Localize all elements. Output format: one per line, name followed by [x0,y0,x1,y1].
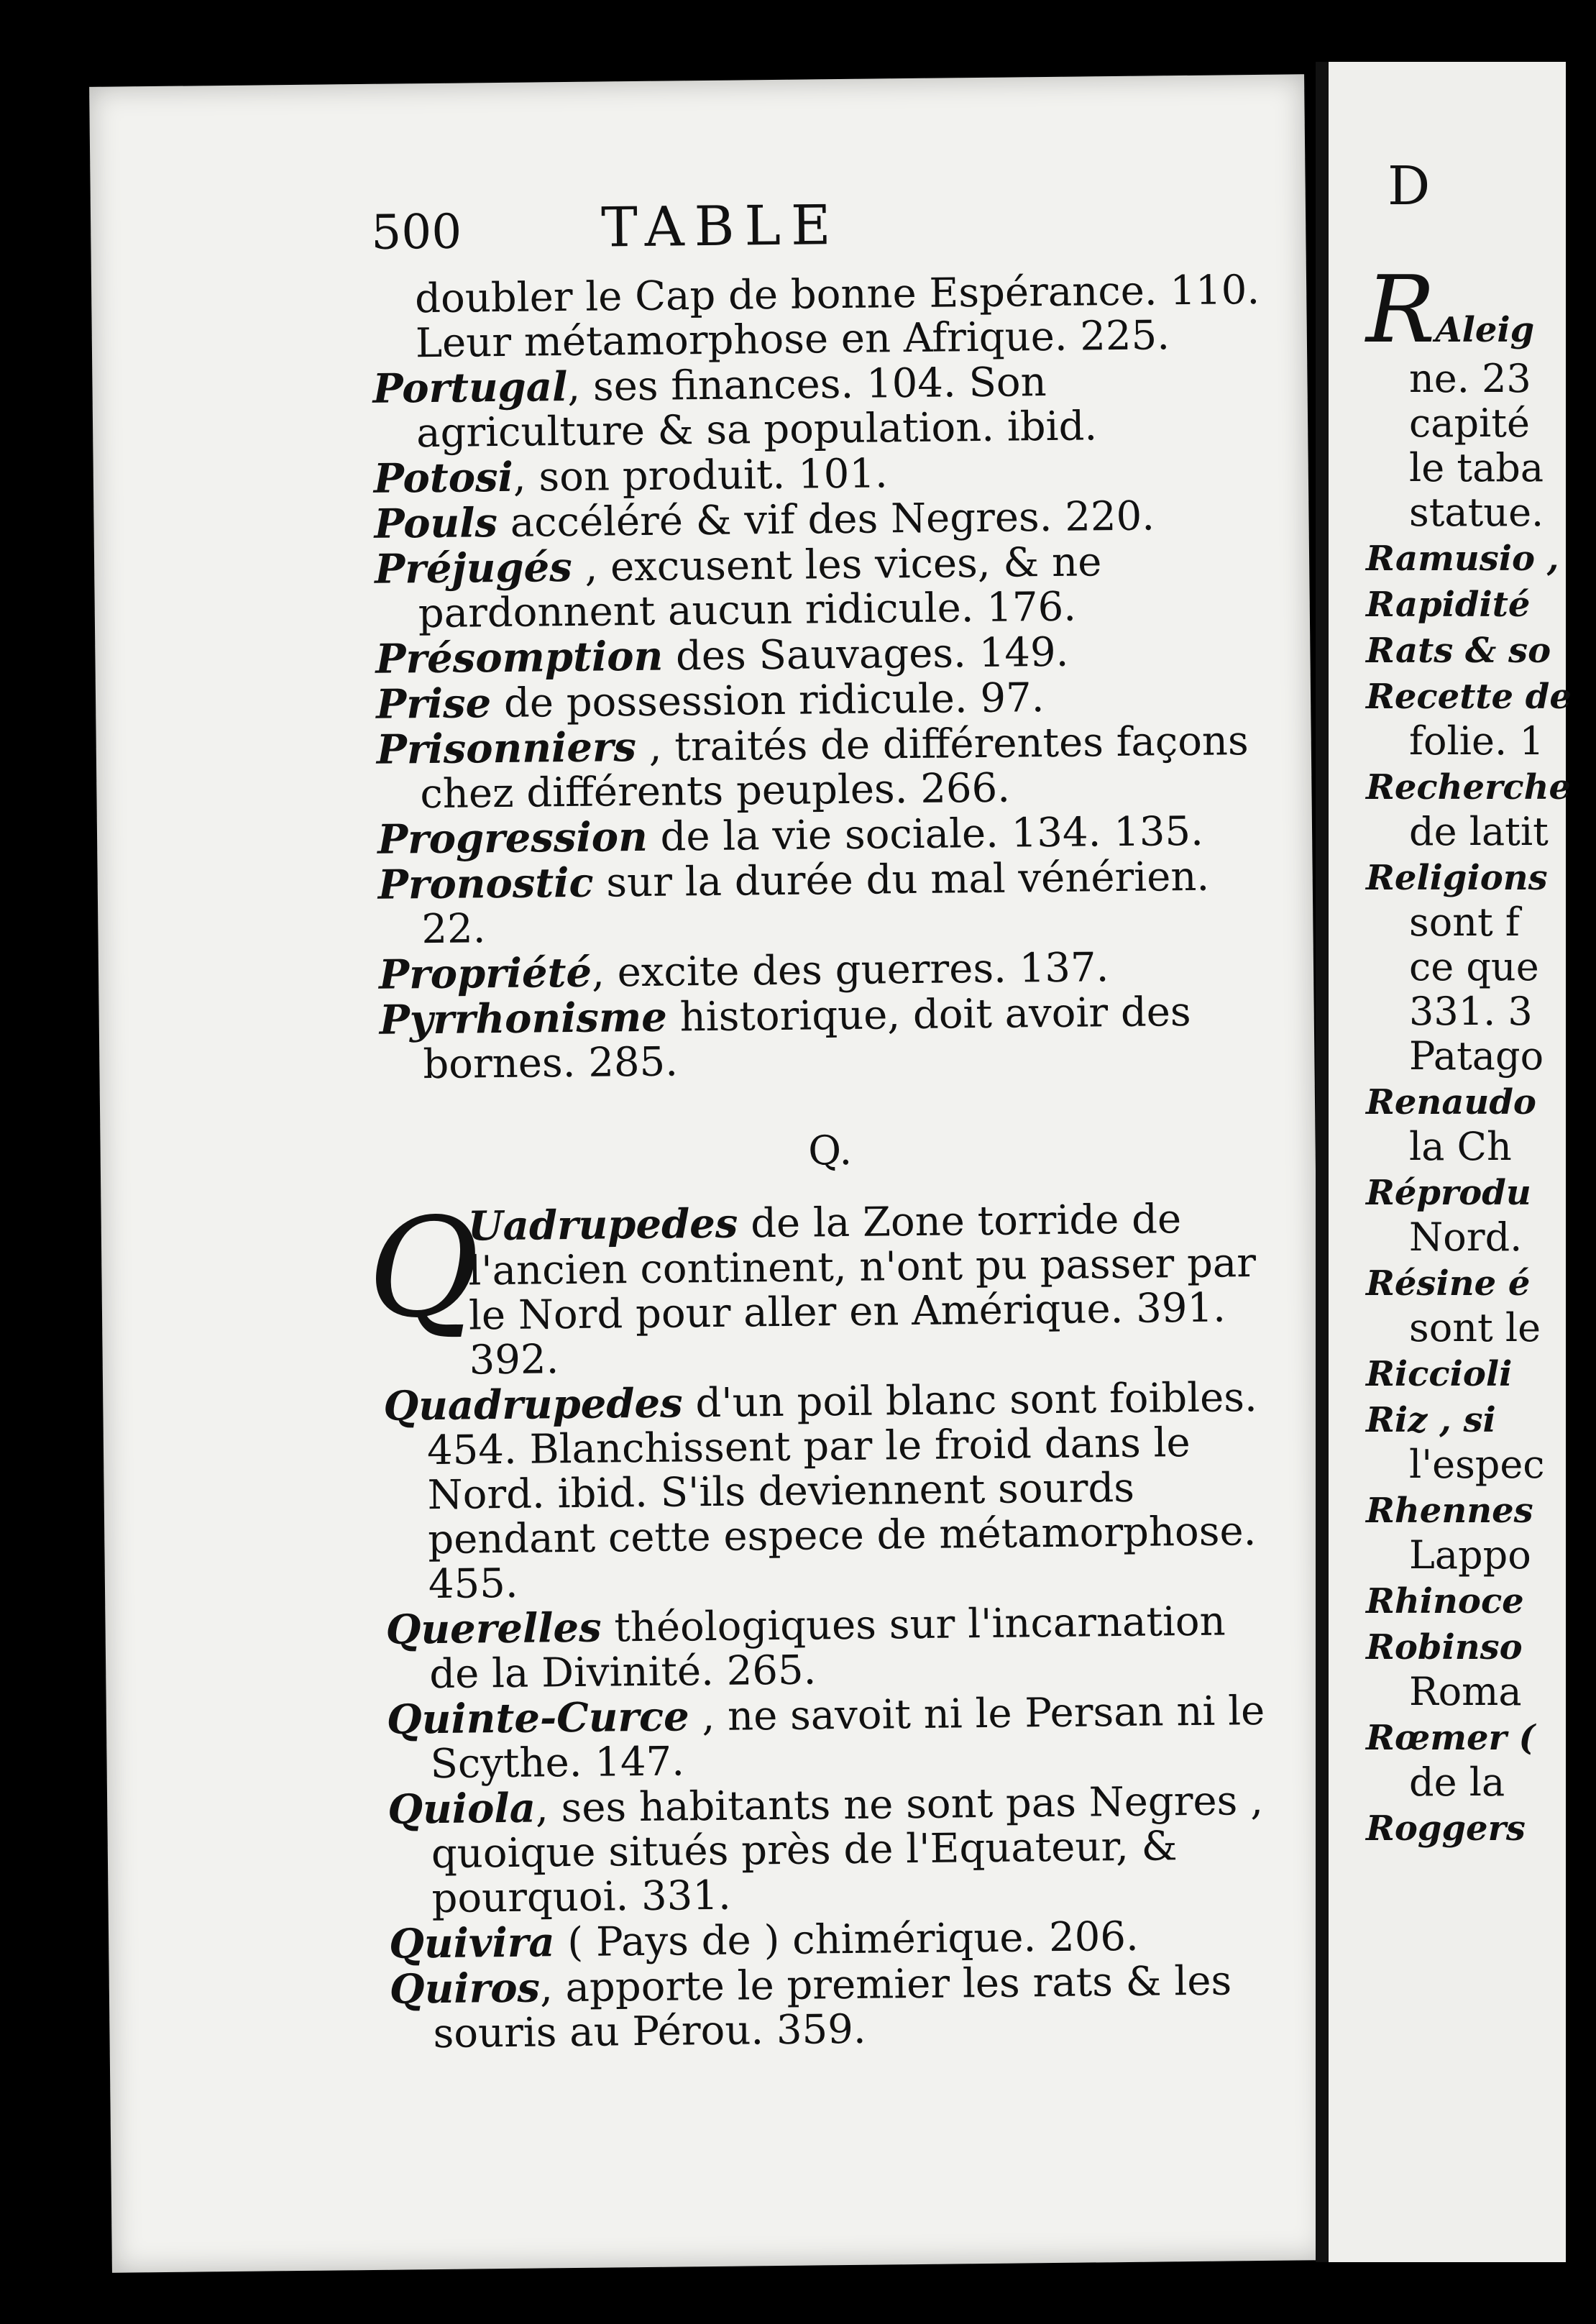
right-entry-text: Lappo [1409,1532,1531,1578]
right-line [1366,719,1596,764]
entry-head: Préjugés [374,543,573,593]
right-entry-head: Roggers [1366,1808,1526,1849]
right-entry-text: la Ch [1409,1124,1512,1169]
entry-head: Pronostic [377,859,594,909]
index-entry [377,854,1277,953]
right-entry-text: le taba [1409,445,1544,490]
right-first-entry [1366,257,1596,364]
entry-text: de la vie sociale. 134. 135. [647,808,1204,861]
dropcap-entry-text [424,1196,1282,1383]
entry-text: , apporte le premier les rats & les souris au Pérou. 359. [433,1957,1232,2058]
entry-head: Potosi [373,453,514,503]
entry-text: théologiques sur l'incarnation de la Divinité. 265. [428,1598,1226,1698]
right-entry-head: Renaudo [1366,1082,1536,1122]
right-entry-head: Rats & so [1366,631,1551,671]
right-line [1366,1533,1596,1578]
running-head: TABLE [600,192,841,260]
right-entry-head: Recherche [1366,767,1572,808]
right-line [1366,1169,1596,1215]
right-entry-text: 331. 3 [1409,989,1533,1034]
right-line [1366,673,1596,719]
entry-head: Quinte-Curce [386,1693,690,1744]
right-lines-list [1366,357,1596,1851]
right-page [1316,62,1572,2262]
index-entry [375,538,1274,637]
index-entry [385,1598,1285,1698]
index-entry [383,1375,1284,1608]
right-entry-text: folie. 1 [1409,718,1544,764]
right-entry-head: Religions [1366,858,1548,898]
entry-text: , excusent les vices, & ne pardonnent aucun ridicule. 176. [418,539,1102,638]
right-line [1366,1034,1596,1079]
right-line [1366,854,1596,900]
entry-head: Querelles [385,1604,602,1654]
right-entry-text: ce que [1409,944,1539,989]
right-line [1366,490,1596,535]
right-entry-text: de la [1409,1760,1505,1805]
right-entry-text: statue. [1409,490,1544,535]
right-line [1366,1079,1596,1125]
entry-text: accéléré & vif des Negres. 220. [497,493,1155,547]
entry-head: Prise [375,680,492,728]
right-entry-head: Robinso [1366,1627,1523,1667]
entry-text: , son produit. 101. [513,450,889,501]
entry-head: Prisonniers [376,723,637,774]
entries-q-list [383,1375,1289,2057]
index-entry [387,1778,1288,1922]
entry-head: Uadrupedes [467,1199,738,1250]
right-line [1366,1396,1596,1442]
index-entry [390,1958,1289,2057]
right-line [1366,401,1596,446]
right-line [1366,810,1596,854]
right-entry-head: Ramusio , [1366,539,1559,579]
entry-head: Quiros [389,1964,541,2013]
continuation-line: doubler le Cap de bonne Espérance. 110. [414,266,1260,323]
right-line [1366,945,1596,989]
right-line [1366,1260,1596,1306]
entry-text: , ses finances. 104. Son agriculture & sa population. ibid. [416,359,1098,457]
entry-head: Progression [377,813,648,864]
index-entry [387,1688,1286,1788]
right-line [1366,581,1596,627]
dropcap-letter: Q [367,1188,481,1348]
entry-head: Propriété [378,948,592,999]
entry-text: sur la durée du mal vénérien. 22. [421,853,1210,953]
right-entry-text: de latit [1409,809,1549,854]
right-line [1366,1760,1596,1805]
right-entry-text: l'espec [1409,1442,1545,1487]
index-entry [379,989,1278,1088]
right-entry-head: Recette de [1366,677,1572,717]
right-line [1366,1578,1596,1624]
continuation-line: Leur métamorphose en Afrique. 225. [415,312,1170,367]
right-page-title: D [1388,155,1431,217]
right-line [1366,446,1596,490]
right-entry-head: Rhennes [1366,1491,1533,1531]
right-line [1366,1306,1596,1350]
right-first-head: Aleig [1435,310,1535,350]
entry-head: Quiola [387,1784,536,1834]
right-line [1366,1624,1596,1670]
entry-head: Pyrrhonisme [379,993,668,1044]
entry-text: d'un poil blanc sont foibles. 454. Blanchissent par le froid dans le Nord. ibid. S'ils deviennent sourds pendant cette espece de métamorphose. 455. [426,1374,1258,1609]
dropcap-entry [367,1188,1282,1384]
index-entry [374,493,1273,547]
entry-text: de la Zone torride de l'ancien continent, n'ont pu passer par le Nord pour aller en Amérique. 391. 392. [468,1196,1257,1384]
right-line [1366,989,1596,1034]
right-line [1366,1670,1596,1714]
entry-head: Portugal [372,362,568,413]
right-line [1366,1805,1596,1851]
right-entry-head: Riccioli [1366,1354,1513,1394]
entry-text: , ses habitants ne sont pas Negres , quoique situés près de l'Equateur, & pourquoi. 331. [431,1777,1264,1923]
entry-text: historique, doit avoir des bornes. 285. [423,988,1191,1089]
right-entry-text: sont le [1409,1305,1541,1350]
right-entry-text: Nord. [1409,1214,1523,1260]
right-line [1366,1215,1596,1260]
left-page-content [367,192,1289,2058]
entry-head: Présomption [375,632,664,683]
right-entry-text: Patago [1409,1033,1544,1079]
entry-head: Pouls [374,499,498,548]
right-line [1366,627,1596,673]
right-entry-text: Roma [1409,1669,1522,1714]
right-line [1366,1487,1596,1533]
page-header [371,193,1270,278]
right-entry-head: Réprodu [1366,1173,1531,1213]
section-letter: Q. [807,1127,853,1175]
entry-text: , traités de différentes façons chez différents peuples. 266. [420,718,1249,818]
right-line [1366,1350,1596,1396]
right-line [1366,900,1596,945]
right-entry-text: ne. 23 [1409,356,1531,401]
entries-p-list [372,357,1278,1088]
right-entry-text: sont f [1409,900,1520,945]
entry-text: , ne savoit ni le Persan ni le Scythe. 147. [430,1687,1265,1788]
entry-text: ( Pays de ) chimérique. 206. [554,1913,1139,1967]
right-entry-head: Résine é [1366,1263,1531,1304]
right-line [1366,535,1596,581]
right-entry-head: Rœmer ( [1366,1718,1536,1758]
right-line [1366,1714,1596,1760]
right-page-content [1366,155,1596,1851]
right-entry-head: Riz , si [1366,1400,1496,1440]
entry-text: , excite des guerres. 137. [591,944,1109,997]
page-number: 500 [370,203,462,260]
index-entry [376,718,1275,818]
right-entry-text: capité [1409,401,1530,446]
right-line [1366,1442,1596,1487]
right-entry-head: Rapidité [1366,585,1531,625]
entry-head: Quadrupedes [383,1379,683,1430]
right-line [1366,1125,1596,1169]
entry-text: des Sauvages. 149. [662,628,1069,680]
entry-head: Quivira [388,1918,555,1968]
right-initial: R [1366,257,1436,364]
right-line [1366,764,1596,810]
entry-text: de possession ridicule. 97. [490,674,1045,728]
right-entry-head: Rhinoce [1366,1581,1524,1621]
index-entry [372,357,1272,457]
left-page [89,74,1327,2273]
